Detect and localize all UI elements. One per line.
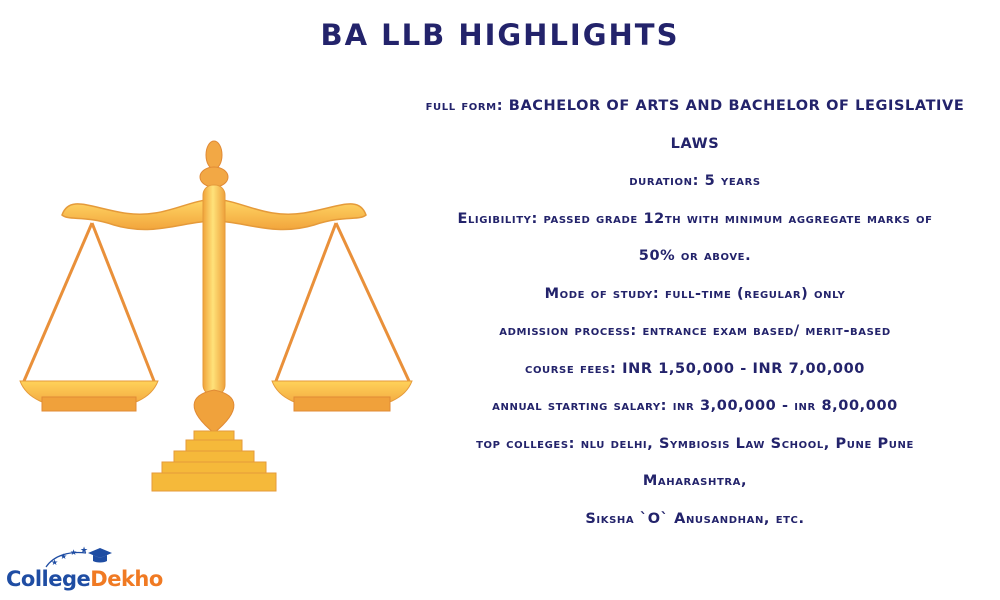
- admission-value: entrance exam based/ merit-based: [642, 323, 891, 339]
- highlights-list: [395, 88, 995, 538]
- eligibility-label: Eligibility:: [457, 210, 538, 227]
- full-form-row-cont: [395, 126, 995, 164]
- colleges-row: [395, 426, 995, 464]
- star-icon: ★: [80, 546, 89, 556]
- salary-value: inr 3,00,000 - inr 8,00,000: [672, 398, 898, 414]
- eligibility-row-cont: [395, 238, 995, 276]
- salary-label: annual starting salary:: [492, 398, 668, 414]
- colleges-row-cont2: [395, 501, 995, 539]
- star-icon: ★: [51, 558, 59, 567]
- full-form-label: full form:: [425, 98, 504, 114]
- mode-label: Mode of study:: [544, 285, 660, 302]
- mode-row: [395, 276, 995, 314]
- logo-wordmark: [6, 567, 163, 591]
- full-form-row: [395, 88, 995, 126]
- colleges-value-cont: Maharashtra,: [642, 473, 748, 489]
- star-icon: ★: [70, 548, 78, 557]
- full-form-value: BACHELOR OF ARTS AND BACHELOR OF LEGISLATIVE: [508, 98, 965, 114]
- colleges-row-cont: [395, 463, 995, 501]
- admission-row: [395, 313, 995, 351]
- duration-num: 5: [704, 173, 716, 189]
- full-form-value-cont: LAWS: [670, 135, 720, 152]
- duration-unit: years: [721, 173, 761, 189]
- logo-dekho-text: Dekho: [90, 567, 163, 591]
- colleges-label: top colleges:: [476, 435, 576, 452]
- mode-value: full-time (regular) only: [664, 285, 846, 302]
- logo-college-text: College: [6, 567, 91, 591]
- eligibility-value-cont: 50% or above.: [638, 248, 752, 264]
- admission-label: admission process:: [499, 323, 637, 339]
- graduation-cap-icon: [88, 548, 112, 563]
- collegedekho-logo: [6, 545, 166, 600]
- star-icon: ★: [60, 552, 68, 561]
- fees-row: [395, 351, 995, 389]
- duration-label: duration:: [629, 173, 699, 189]
- fees-value: INR 1,50,000 - INR 7,00,000: [622, 360, 865, 377]
- page-title: BA LLB HIGHLIGHTS: [320, 18, 680, 52]
- colleges-value: nlu delhi, Symbiosis Law School, Pune Pune: [580, 435, 914, 452]
- scales-of-justice-icon: [14, 135, 414, 500]
- colleges-value-cont2: Siksha `O` Anusandhan, etc.: [585, 510, 805, 527]
- salary-row: [395, 388, 995, 426]
- eligibility-row: [395, 201, 995, 239]
- eligibility-value: passed grade 12th with minimum aggregate marks of: [543, 210, 933, 227]
- fees-label: course fees:: [525, 360, 617, 377]
- duration-row: [395, 163, 995, 201]
